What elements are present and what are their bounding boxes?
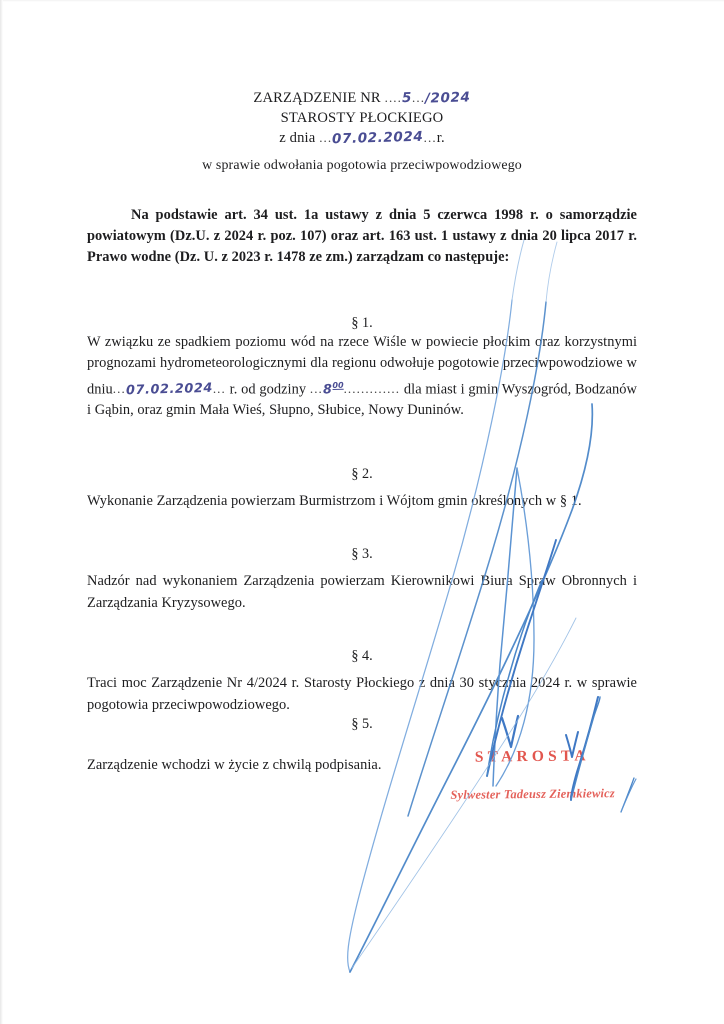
preamble-paragraph: Na podstawie art. 34 ust. 1a ustawy z dnia 5 czerwca 1998 r. o samorządzie powiatowym (Dz.U. z 2024 r. poz. 107) oraz art. 163 ust. 1 ustawy z dnia 20 lipca 2017 r. Prawo wodne (Dz. U. z 2023 r. 1478 ze zm.) zarządzam co następuje: [87,207,637,266]
section-1-text-after: dla miast i gmin Wyszogród, Bodzanów i Gąbin, oraz gmin Mała Wieś, Słupno, Słubice, Nowy Duninów. [87,380,637,419]
title-line-starosty: STAROSTY PŁOCKIEGO [280,109,444,126]
section-body-2: Wykonanie Zarządzenia powierzam Burmistrzom i Wójtom gmin określonych w § 1. [87,492,582,509]
handwritten-date: 07.02.2024 [332,128,424,148]
document-title-block [87,0,637,175]
number-leader-dots: .... [384,90,402,105]
title-line-date [87,128,637,149]
section-heading-4: § 4. [351,648,373,665]
section-body-3: Nadzór nad wykonaniem Zarządzenia powierzam Kierownikowi Biura Spraw Obronnych i Zarządzania Kryzysowego. [87,573,637,611]
section-body-5: Zarządzenie wchodzi w życie z chwilą podpisania. [87,757,382,774]
section-1-hour-leader: ... [309,380,323,396]
section-heading-3: § 3. [351,546,373,563]
section-1-handwritten-hour [323,374,344,400]
section-1-text-mid: r. od godziny [229,380,307,397]
section-heading-1: § 1. [351,314,373,331]
document-subject: w sprawie odwołania pogotowia przeciwpowodziowego [202,157,522,173]
handwritten-number-suffix: /2024 [424,89,471,107]
section-1-handwritten-date: 07.02.2024 [125,380,214,399]
title-line-number [87,88,637,109]
document-text-column [87,0,637,1024]
date-leader-dots-2: ... [423,130,437,145]
section-heading-5: § 5. [351,716,373,733]
hour-value: 8 [322,381,333,398]
section-1-hour-leader-2: ............. [343,380,401,396]
section-body-1 [87,332,637,422]
title-date-suffix: r. [436,130,445,146]
date-leader-dots: ... [319,130,333,145]
section-1-text-before: W związku ze spadkiem poziomu wód na rzece Wiśle w powiecie płockim oraz korzystnymi prognozami hydrometeorologicznymi dla regionu odwołuje pogotowie przeciwpowodziowe w dniu [87,333,637,397]
handwritten-number: 5 [401,89,413,107]
section-heading-2: § 2. [351,465,373,482]
title-z-dnia: z dnia [279,130,316,146]
section-1-date-leader: ... [112,380,126,396]
section-body-4: Traci moc Zarządzenie Nr 4/2024 r. Starosty Płockiego z dnia 30 stycznia 2024 r. w sprawie pogotowia przeciwpowodziowego. [87,675,637,713]
number-leader-dots-2: ... [412,90,426,105]
section-1-date-leader-2: ... [212,380,226,396]
stamp-title-starosta: STAROSTA [474,747,590,766]
title-zarzadzenie-nr: ZARZĄDZENIE NR [253,90,381,106]
stamp-signatory-name: Sylwester Tadeusz Ziemkiewicz [450,786,615,802]
hour-minutes: 00 [332,380,344,390]
scan-edge-left [0,0,3,1024]
